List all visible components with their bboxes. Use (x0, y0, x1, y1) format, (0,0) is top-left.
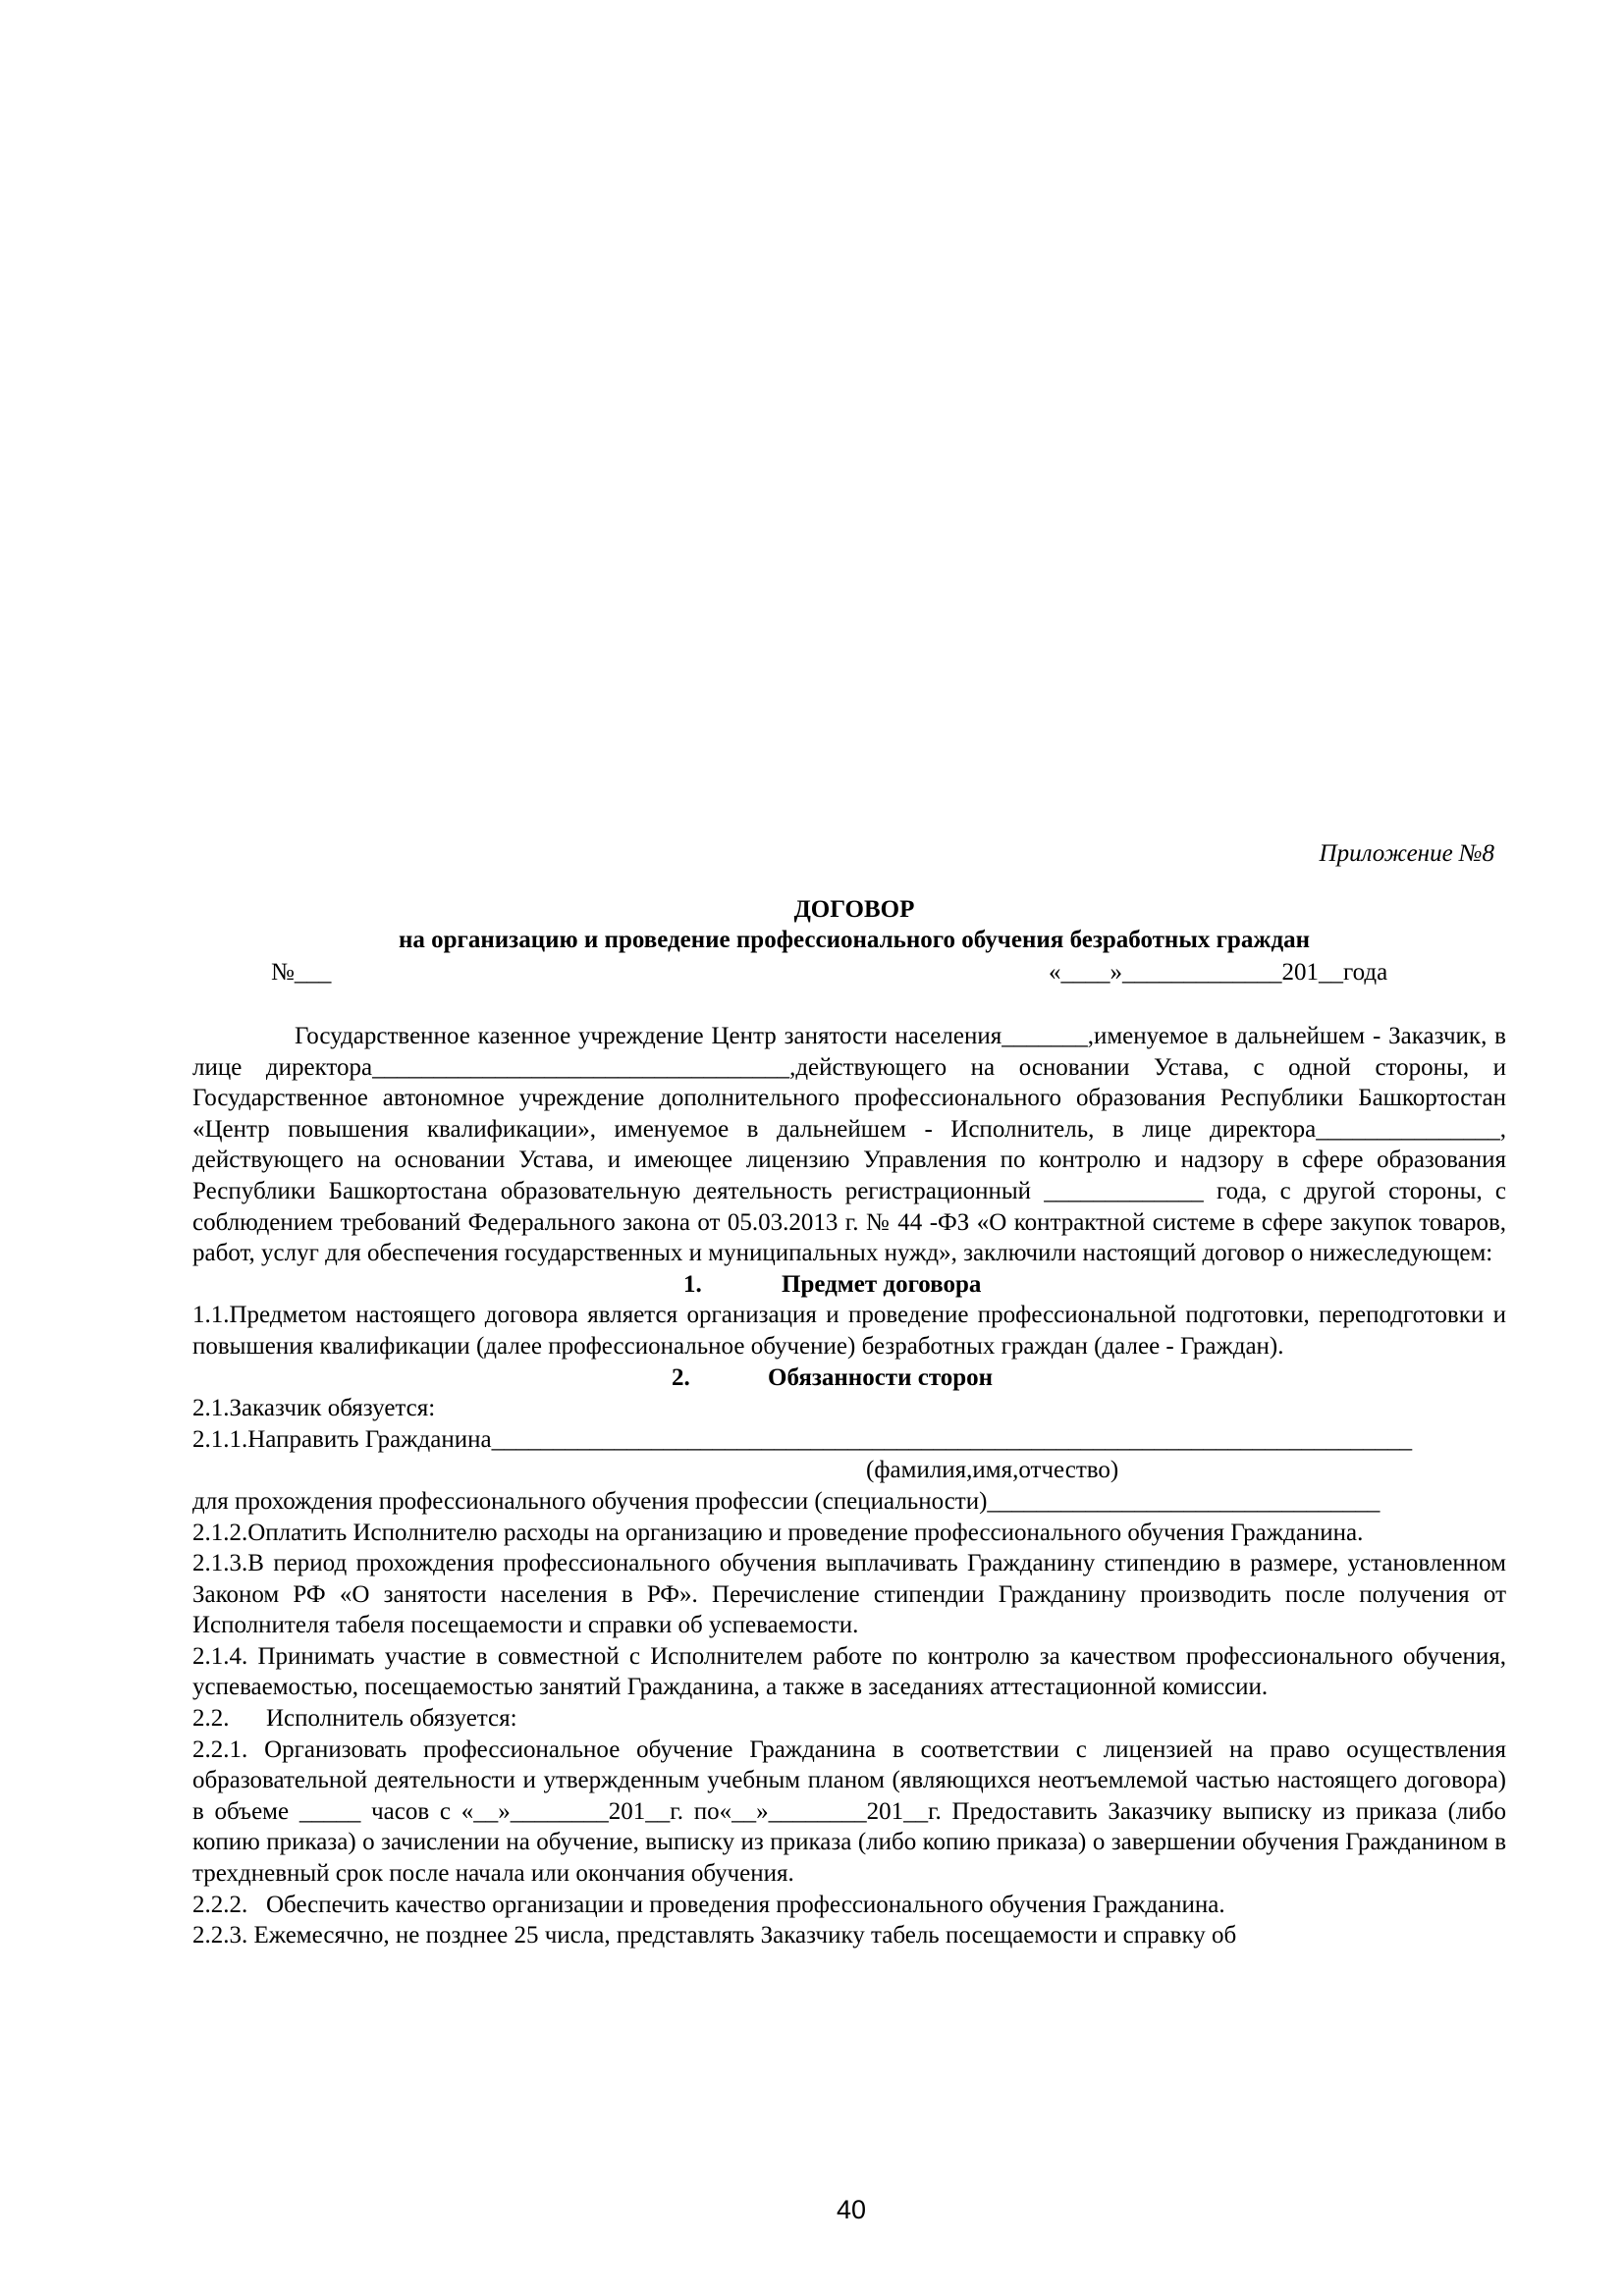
paragraph-2-2-1: 2.2.1. Организовать профессиональное обучение Гражданина в соответствии с лицензией на право осуществления образовательной деятельности и утвержденным учебным планом (являющихся неотъемлемой частью настоящего договора) в объеме _____ часов с «__»________201__г. по«__»________201__г. Предоставить Заказчику выписку из приказа (либо копию приказа) о зачислении на обучение, выписку из приказа (либо копию приказа) о завершении обучения Гражданином в трехдневный срок после начала или окончания обучения. (192, 1735, 1506, 1888)
section-title: Предмет договора (782, 1270, 982, 1298)
paragraph-2-1-1: 2.1.1.Направить Гражданина___________________________________________________________________________ (192, 1425, 1413, 1453)
paragraph-2-1-1-b: для прохождения профессионального обучения профессии (специальности)________________________________ (192, 1487, 1380, 1515)
contract-number: №___ (271, 959, 332, 986)
paragraph-2-1-3: 2.1.3.В период прохождения профессионального обучения выплачивать Гражданину стипендию в размере, установленном Законом РФ «О занятости населения в РФ». Перечисление стипендии Гражданину производить после получения от Исполнителя табеля посещаемости и справки об успеваемости. (192, 1550, 1506, 1639)
document-title: ДОГОВОР (793, 896, 915, 923)
paragraph-2-1-2: 2.1.2.Оплатить Исполнителю расходы на организацию и проведение профессионального обучения Гражданина. (192, 1519, 1364, 1546)
document-subtitle: на организацию и проведение профессионального обучения безработных граждан (398, 927, 1311, 953)
section-title: Обязанности сторон (768, 1363, 994, 1391)
intro-paragraph: Государственное казенное учреждение Центр занятости населения_______,именуемое в дальнейшем - Заказчик, в лице директора__________________________________,действующего на основании Устава, с одной стороны, и Государственное автономное учреждение дополнительного профессионального образования Республики Башкортостан «Центр повышения квалификации», именуемое в дальнейшем - Исполнитель, в лице директора_______________, действующего на основании Устава, и имеющее лицензию Управления по контролю и надзору в сфере образования Республики Башкортостана образовательную деятельность регистрационный _____________ года, с другой стороны, с соблюдением требований Федерального закона от 05.03.2013 г. № 44 -ФЗ «О контрактной системе в сфере закупок товаров, работ, услуг для обеспечения государственных и муниципальных нужд», заключили настоящий договор о нижеследующем: (192, 1023, 1506, 1267)
section-heading-2 (192, 1362, 1506, 1394)
paragraph-2-2-2: 2.2.2. Обеспечить качество организации и проведения профессионального обучения Гражданина. (192, 1891, 1225, 1918)
paragraph-2-1-4: 2.1.4. Принимать участие в совместной с Исполнителем работе по контролю за качеством профессионального обучения, успеваемостью, посещаемостью занятий Гражданина, а также в заседаниях аттестационной комиссии. (192, 1642, 1506, 1701)
page-number: 40 (836, 2195, 867, 2224)
fio-note: (фамилия,имя,отчество) (866, 1457, 1119, 1484)
appendix-label: Приложение №8 (1319, 840, 1494, 867)
paragraph-2-2: 2.2. Исполнитель обязуется: (192, 1705, 517, 1733)
contract-date: «____»_____________201__года (1049, 959, 1388, 986)
contract-body (192, 1021, 1506, 1951)
paragraph-2-2-3: 2.2.3. Ежемесячно, не позднее 25 числа, представлять Заказчику табель посещаемости и справку об (192, 1922, 1237, 1949)
section-number: 1. (683, 1270, 702, 1298)
section-number: 2. (672, 1363, 690, 1391)
paragraph-2-1: 2.1.Заказчик обязуется: (192, 1395, 436, 1422)
paragraph-1-1: 1.1.Предметом настоящего договора является организация и проведение профессиональной подготовки, переподготовки и повышения квалификации (далее профессиональное обучение) безработных граждан (далее - Граждан). (192, 1302, 1506, 1360)
section-heading-1 (192, 1269, 1506, 1301)
